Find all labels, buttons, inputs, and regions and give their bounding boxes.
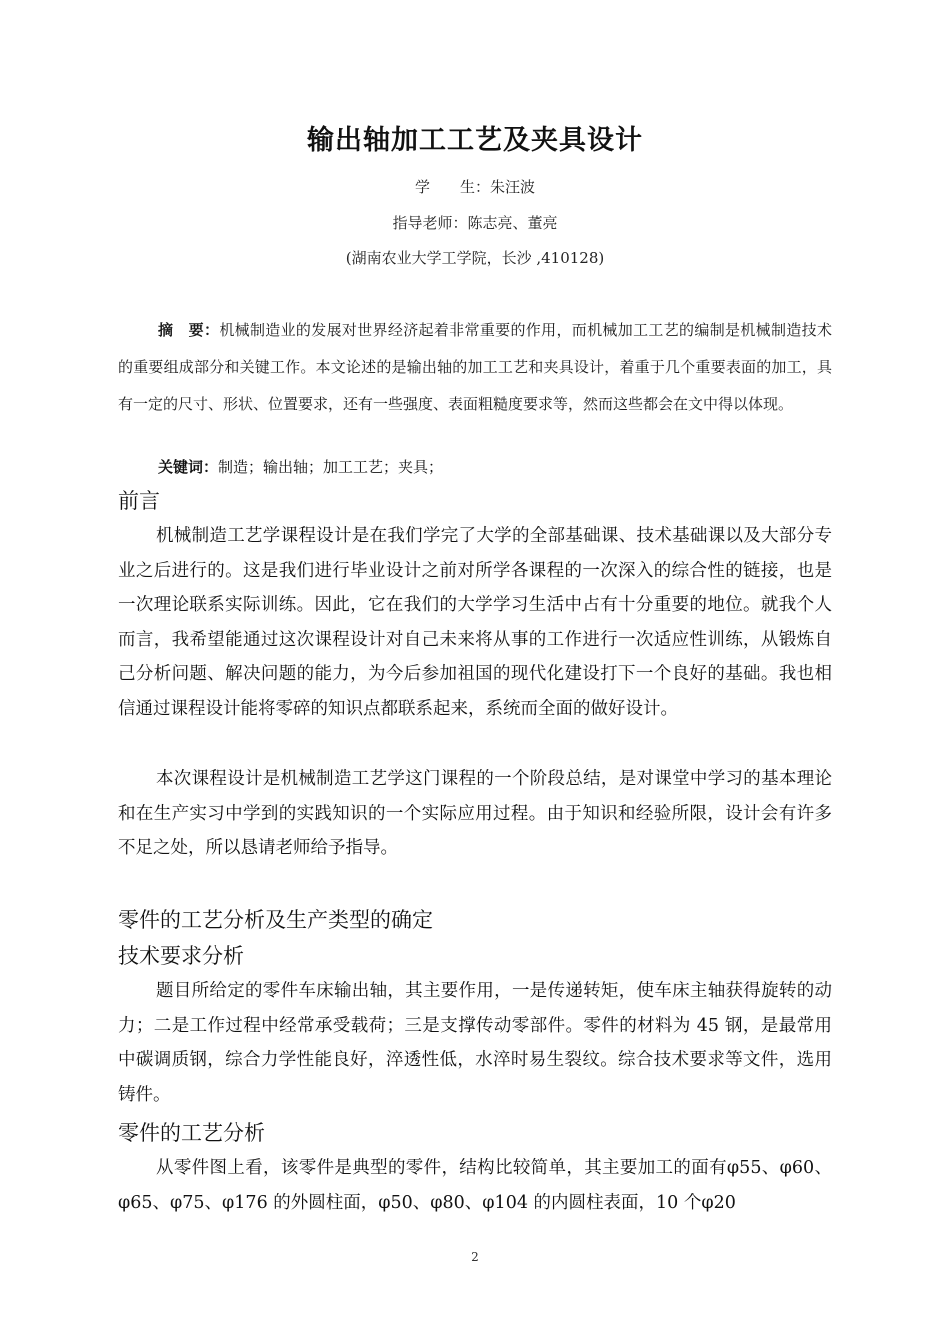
part-analysis-heading: 零件的工艺分析: [118, 1121, 265, 1145]
advisor-line: 指导老师：陈志亮、董亮: [392, 214, 558, 232]
abstract-label: 摘 要：: [158, 321, 220, 339]
abstract-text: 机械制造业的发展对世界经济起着非常重要的作用，而机械加工工艺的编制是机械制造技术的重要组成部分和关键工作。本文论述的是输出轴的加工工艺和夹具设计，着重于几个重要表面的加工，具有一定的尺寸、形状、位置要求，还有一些强度、表面粗糙度要求等，然而这些都会在文中得以体现。: [118, 321, 832, 413]
affiliation-line: (湖南农业大学工学院，长沙 ,410128): [345, 249, 605, 267]
paper-title: 输出轴加工工艺及夹具设计: [307, 125, 643, 156]
tech-requirements-paragraph: 题目所给定的零件车床输出轴，其主要作用，一是传递转矩，使车床主轴获得旋转的动力；二是工作过程中经常承受载荷；三是支撑传动零部件。零件的材料为 45 钢，是最常用中碳调质钢，综合力学性能良好，淬透性低，水淬时易生裂纹。综合技术要求等文件，选用铸件。: [118, 981, 832, 1105]
part-analysis-paragraph: 从零件图上看，该零件是典型的零件，结构比较简单，其主要加工的面有φ55、φ60、φ65、φ75、φ176 的外圆柱面，φ50、φ80、φ104 的内圆柱表面，10 个φ20: [118, 1158, 832, 1213]
abstract-paragraph: [118, 312, 832, 423]
analysis-heading: 零件的工艺分析及生产类型的确定: [118, 908, 433, 932]
preface-heading: 前言: [118, 489, 160, 513]
preface-paragraph-1: 机械制造工艺学课程设计是在我们学完了大学的全部基础课、技术基础课以及大部分专业之后进行的。这是我们进行毕业设计之前对所学各课程的一次深入的综合性的链接，也是一次理论联系实际训练。因此，它在我们的大学学习生活中占有十分重要的地位。就我个人而言，我希望能通过这次课程设计对自己未来将从事的工作进行一次适应性训练，从锻炼自己分析问题、解决问题的能力，为今后参加祖国的现代化建设打下一个良好的基础。我也相信通过课程设计能将零碎的知识点都联系起来，系统而全面的做好设计。: [118, 526, 832, 719]
student-line: 学 生：朱汪波: [414, 178, 535, 196]
keywords-text: 制造；输出轴；加工工艺；夹具；: [218, 458, 444, 476]
keywords-label: 关键词：: [158, 458, 219, 476]
preface-paragraph-2: 本次课程设计是机械制造工艺学这门课程的一个阶段总结，是对课堂中学习的基本理论和在生产实习中学到的实践知识的一个实际应用过程。由于知识和经验所限，设计会有许多不足之处，所以恳请老师给予指导。: [118, 769, 832, 859]
page-number: 2: [471, 1250, 479, 1264]
tech-requirements-heading: 技术要求分析: [118, 944, 244, 968]
keywords-line: [158, 455, 443, 479]
